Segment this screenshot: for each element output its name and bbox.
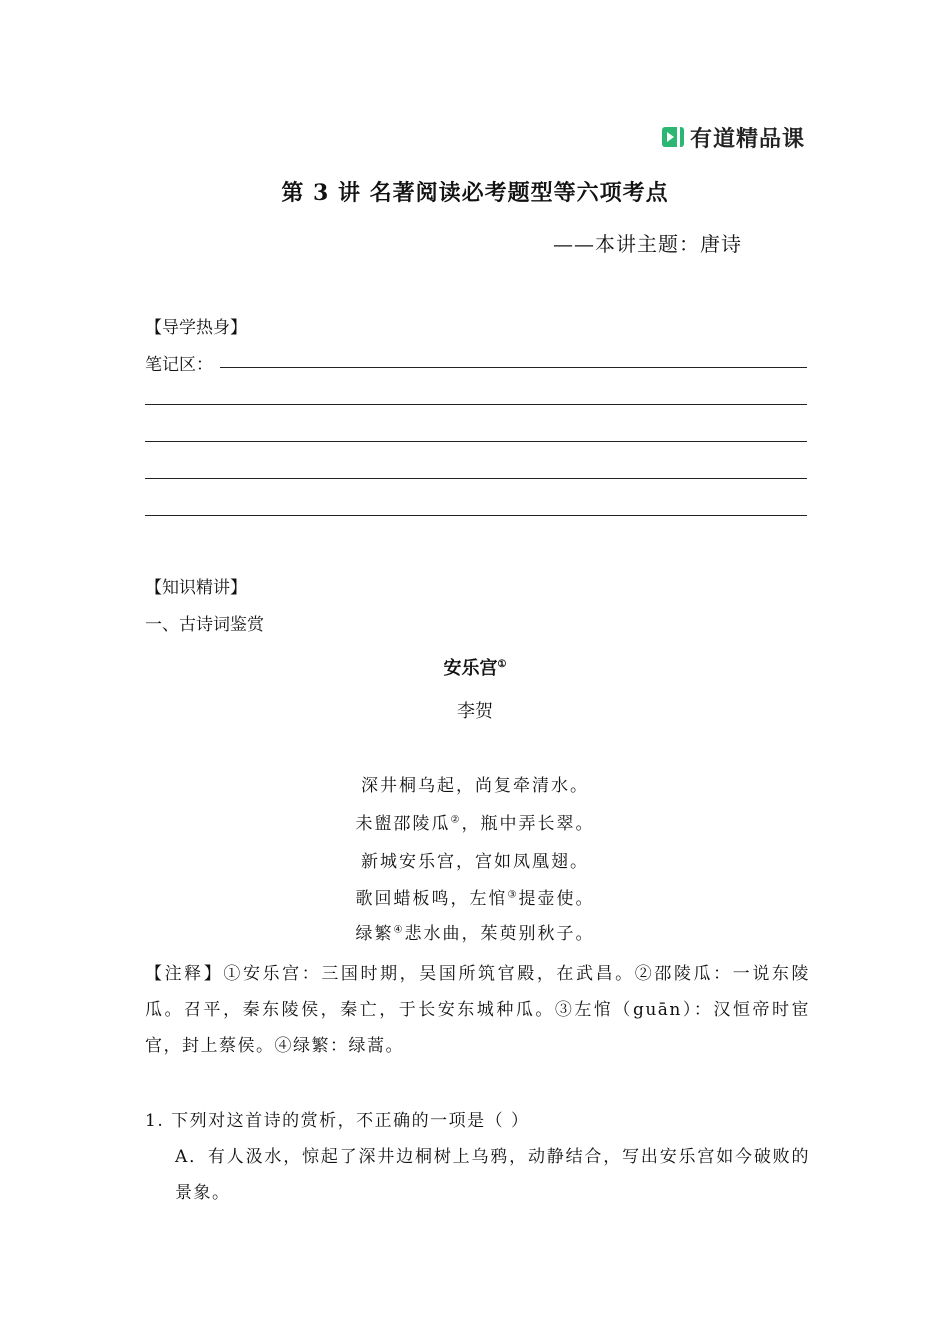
option-a: A．有人汲水，惊起了深井边桐树上乌鸦，动静结合，写出安乐宫如今破败的景象。 <box>175 1147 810 1203</box>
note-line <box>145 441 807 442</box>
brand-name: 有道精品课 <box>690 126 806 152</box>
poem-author: 李贺 <box>457 701 493 722</box>
verse-text: 绿繁 <box>355 924 394 944</box>
question-stem: 1. 下列对这首诗的赏析，不正确的一项是（ ） <box>145 1111 530 1131</box>
note-line <box>220 367 807 368</box>
footnote-mark: ③ <box>507 889 519 901</box>
verse-text: 悲水曲，茱萸别秋子。 <box>404 924 595 944</box>
note-line <box>145 515 807 516</box>
brand-logo <box>662 122 805 152</box>
note-line <box>145 478 807 479</box>
footnote-mark: ④ <box>393 924 405 936</box>
verse-text: 新城安乐宫，宫如凤凰翅。 <box>361 852 589 872</box>
warmup-heading: 【导学热身】 <box>145 318 247 338</box>
play-icon <box>662 125 684 149</box>
notes-label: 笔记区： <box>145 355 213 375</box>
poem-line <box>0 771 950 796</box>
verse-text: 歌回蜡板鸣，左悺 <box>355 889 508 909</box>
verse-text: ，瓶中弄长翠。 <box>461 814 595 834</box>
verse-text: 深井桐乌起，尚复牵清水。 <box>361 776 589 796</box>
footnote-mark: ② <box>450 814 462 826</box>
poem-title <box>0 654 950 680</box>
poem-title-text: 安乐宫 <box>443 658 498 679</box>
poem-line <box>0 809 950 834</box>
page-subtitle: ——本讲主题：唐诗 <box>553 232 742 256</box>
verse-text: 提壶使。 <box>518 889 595 909</box>
footnote-mark: ① <box>497 659 507 670</box>
poem-line <box>0 884 950 909</box>
note-line <box>145 404 807 405</box>
page-title: 第 3 讲 名著阅读必考题型等六项考点 <box>281 180 669 206</box>
verse-text: 未盥邵陵瓜 <box>355 814 451 834</box>
annotation-paragraph: 【注释】①安乐宫：三国时期，吴国所筑官殿，在武昌。②邵陵瓜：一说东陵瓜。召平，秦东陵侯，秦亡，于长安东城种瓜。③左悺（guān）：汉恒帝时宦官，封上蔡侯。④绿繁：绿蒿。 <box>145 964 810 1056</box>
knowledge-heading: 【知识精讲】 <box>145 578 247 598</box>
section-heading: 一、古诗词鉴赏 <box>145 615 264 635</box>
poem-line <box>0 847 950 872</box>
poem-line <box>0 919 950 944</box>
